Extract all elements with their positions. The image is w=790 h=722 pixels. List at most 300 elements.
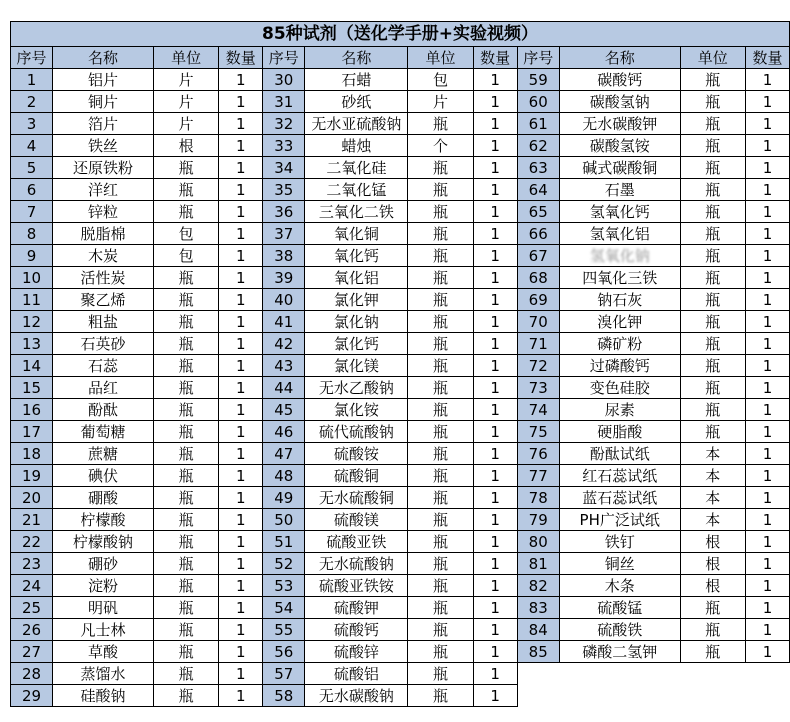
cell-qty: 1 [473, 443, 517, 465]
cell-unit: 瓶 [153, 685, 218, 707]
cell-qty: 1 [473, 377, 517, 399]
cell-no: 4 [11, 135, 53, 157]
cell-no: 13 [11, 333, 53, 355]
cell-name: 草酸 [53, 641, 154, 663]
table-row [11, 69, 790, 91]
cell-no: 19 [11, 465, 53, 487]
cell-no: 80 [517, 531, 559, 553]
cell-name: 硅酸钠 [53, 685, 154, 707]
cell-name: 硫酸亚铁铵 [305, 575, 408, 597]
cell-no: 62 [517, 135, 559, 157]
cell-unit: 包 [153, 245, 218, 267]
cell-name: 淀粉 [53, 575, 154, 597]
cell-no: 59 [517, 69, 559, 91]
table-row [11, 641, 790, 663]
cell-no: 70 [517, 311, 559, 333]
cell-qty: 1 [745, 509, 789, 531]
table-row [11, 355, 790, 377]
cell-qty: 1 [219, 91, 263, 113]
cell-no: 24 [11, 575, 53, 597]
cell-name: 红石蕊试纸 [559, 465, 680, 487]
cell-qty: 1 [745, 641, 789, 663]
cell-name: 碳酸氢钠 [559, 91, 680, 113]
table-row [11, 685, 790, 707]
cell-no: 33 [263, 135, 305, 157]
table-row [11, 223, 790, 245]
cell-name: 三氧化二铁 [305, 201, 408, 223]
cell-no: 74 [517, 399, 559, 421]
cell-name: 氢氧化钠 [559, 245, 680, 267]
cell-no: 23 [11, 553, 53, 575]
cell-qty: 1 [473, 69, 517, 91]
cell-qty: 1 [745, 399, 789, 421]
cell-name: 洋红 [53, 179, 154, 201]
cell-unit: 瓶 [408, 531, 473, 553]
cell-qty: 1 [219, 399, 263, 421]
cell-no: 66 [517, 223, 559, 245]
table-row [11, 311, 790, 333]
cell-name: 碳酸氢铵 [559, 135, 680, 157]
cell-no: 22 [11, 531, 53, 553]
empty-cell [517, 685, 789, 707]
cell-name: 硫酸锌 [305, 641, 408, 663]
cell-qty: 1 [745, 553, 789, 575]
cell-qty: 1 [219, 663, 263, 685]
table-row [11, 509, 790, 531]
cell-unit: 瓶 [153, 641, 218, 663]
cell-unit: 瓶 [408, 157, 473, 179]
cell-qty: 1 [219, 267, 263, 289]
cell-qty: 1 [219, 223, 263, 245]
cell-qty: 1 [473, 113, 517, 135]
cell-name: 氢氧化钙 [559, 201, 680, 223]
cell-qty: 1 [745, 289, 789, 311]
cell-name: 硫酸亚铁 [305, 531, 408, 553]
cell-name: 氧化钙 [305, 245, 408, 267]
cell-no: 43 [263, 355, 305, 377]
cell-qty: 1 [219, 465, 263, 487]
cell-unit: 瓶 [408, 399, 473, 421]
cell-qty: 1 [473, 553, 517, 575]
cell-name: 酚酞试纸 [559, 443, 680, 465]
cell-name: 硫酸钾 [305, 597, 408, 619]
cell-unit: 根 [680, 553, 745, 575]
cell-name: 粗盐 [53, 311, 154, 333]
cell-no: 17 [11, 421, 53, 443]
cell-qty: 1 [745, 201, 789, 223]
cell-unit: 瓶 [680, 179, 745, 201]
table-row [11, 443, 790, 465]
cell-qty: 1 [219, 289, 263, 311]
cell-qty: 1 [745, 619, 789, 641]
cell-name: 品红 [53, 377, 154, 399]
cell-no: 45 [263, 399, 305, 421]
cell-no: 75 [517, 421, 559, 443]
cell-qty: 1 [473, 135, 517, 157]
cell-qty: 1 [473, 663, 517, 685]
cell-qty: 1 [745, 113, 789, 135]
cell-unit: 瓶 [153, 443, 218, 465]
cell-unit: 瓶 [680, 69, 745, 91]
header-qty: 数量 [473, 47, 517, 69]
cell-unit: 瓶 [408, 355, 473, 377]
cell-no: 1 [11, 69, 53, 91]
cell-name: 柠檬酸 [53, 509, 154, 531]
cell-no: 64 [517, 179, 559, 201]
cell-unit: 瓶 [153, 157, 218, 179]
cell-qty: 1 [219, 377, 263, 399]
cell-qty: 1 [473, 421, 517, 443]
header-no: 序号 [517, 47, 559, 69]
cell-qty: 1 [745, 311, 789, 333]
cell-name: 明矾 [53, 597, 154, 619]
cell-qty: 1 [219, 641, 263, 663]
cell-qty: 1 [745, 355, 789, 377]
cell-name: 酚酞 [53, 399, 154, 421]
cell-qty: 1 [473, 641, 517, 663]
cell-name: 铜片 [53, 91, 154, 113]
cell-no: 58 [263, 685, 305, 707]
cell-qty: 1 [219, 157, 263, 179]
cell-qty: 1 [473, 531, 517, 553]
cell-no: 14 [11, 355, 53, 377]
cell-qty: 1 [473, 333, 517, 355]
cell-qty: 1 [219, 179, 263, 201]
cell-no: 83 [517, 597, 559, 619]
cell-name: 碳酸钙 [559, 69, 680, 91]
cell-qty: 1 [219, 487, 263, 509]
table-row [11, 157, 790, 179]
cell-no: 81 [517, 553, 559, 575]
cell-qty: 1 [745, 245, 789, 267]
cell-qty: 1 [219, 575, 263, 597]
cell-unit: 瓶 [680, 421, 745, 443]
cell-name: 氯化钠 [305, 311, 408, 333]
cell-qty: 1 [745, 267, 789, 289]
cell-name: 硫酸锰 [559, 597, 680, 619]
cell-name: 蓝石蕊试纸 [559, 487, 680, 509]
cell-name: 无水硫酸铜 [305, 487, 408, 509]
cell-no: 54 [263, 597, 305, 619]
cell-qty: 1 [473, 399, 517, 421]
cell-qty: 1 [473, 157, 517, 179]
cell-unit: 瓶 [153, 509, 218, 531]
cell-no: 38 [263, 245, 305, 267]
cell-unit: 瓶 [408, 487, 473, 509]
cell-name: 无水乙酸钠 [305, 377, 408, 399]
cell-no: 76 [517, 443, 559, 465]
cell-unit: 瓶 [153, 597, 218, 619]
cell-name: 二氧化硅 [305, 157, 408, 179]
cell-unit: 瓶 [153, 553, 218, 575]
cell-unit: 瓶 [408, 311, 473, 333]
cell-no: 30 [263, 69, 305, 91]
cell-unit: 瓶 [153, 663, 218, 685]
cell-qty: 1 [745, 421, 789, 443]
cell-unit: 瓶 [408, 245, 473, 267]
table-row [11, 377, 790, 399]
cell-qty: 1 [473, 465, 517, 487]
header-no: 序号 [11, 47, 53, 69]
cell-name: 氢氧化铝 [559, 223, 680, 245]
cell-no: 77 [517, 465, 559, 487]
table-row [11, 91, 790, 113]
cell-unit: 瓶 [153, 531, 218, 553]
cell-unit: 本 [680, 509, 745, 531]
cell-name: 无水碳酸钠 [305, 685, 408, 707]
cell-no: 20 [11, 487, 53, 509]
cell-qty: 1 [745, 179, 789, 201]
cell-name: 柠檬酸钠 [53, 531, 154, 553]
cell-no: 68 [517, 267, 559, 289]
cell-unit: 瓶 [153, 179, 218, 201]
cell-unit: 瓶 [408, 267, 473, 289]
cell-unit: 根 [680, 575, 745, 597]
cell-name: 硫酸铝 [305, 663, 408, 685]
cell-name: 蔗糖 [53, 443, 154, 465]
cell-no: 47 [263, 443, 305, 465]
cell-qty: 1 [473, 685, 517, 707]
cell-name: 铜丝 [559, 553, 680, 575]
cell-name: 石墨 [559, 179, 680, 201]
cell-name: 氯化钙 [305, 333, 408, 355]
cell-unit: 瓶 [680, 641, 745, 663]
cell-no: 82 [517, 575, 559, 597]
cell-name: 过磷酸钙 [559, 355, 680, 377]
table-row [11, 135, 790, 157]
cell-name: 磷矿粉 [559, 333, 680, 355]
cell-no: 12 [11, 311, 53, 333]
cell-unit: 瓶 [680, 91, 745, 113]
empty-cell [517, 663, 789, 685]
cell-qty: 1 [219, 597, 263, 619]
cell-no: 69 [517, 289, 559, 311]
cell-name: 硫酸铜 [305, 465, 408, 487]
cell-name: PH广泛试纸 [559, 509, 680, 531]
cell-qty: 1 [219, 553, 263, 575]
cell-no: 84 [517, 619, 559, 641]
cell-name: 变色硅胶 [559, 377, 680, 399]
cell-qty: 1 [473, 619, 517, 641]
cell-qty: 1 [745, 135, 789, 157]
cell-no: 67 [517, 245, 559, 267]
table-row [11, 113, 790, 135]
cell-unit: 瓶 [680, 223, 745, 245]
header-no: 序号 [263, 47, 305, 69]
cell-unit: 瓶 [153, 355, 218, 377]
cell-name: 铝片 [53, 69, 154, 91]
cell-no: 31 [263, 91, 305, 113]
cell-unit: 瓶 [680, 245, 745, 267]
cell-qty: 1 [219, 421, 263, 443]
cell-unit: 瓶 [408, 685, 473, 707]
cell-unit: 瓶 [680, 289, 745, 311]
cell-unit: 根 [680, 531, 745, 553]
table-row [11, 619, 790, 641]
cell-no: 48 [263, 465, 305, 487]
cell-qty: 1 [219, 113, 263, 135]
cell-unit: 瓶 [153, 465, 218, 487]
cell-no: 78 [517, 487, 559, 509]
cell-no: 55 [263, 619, 305, 641]
reagent-table [10, 21, 790, 707]
reagent-list-sheet [10, 21, 790, 707]
table-row [11, 267, 790, 289]
cell-qty: 1 [219, 135, 263, 157]
table-title: 85种试剂（送化学手册+实验视频） [11, 22, 790, 47]
header-unit: 单位 [680, 47, 745, 69]
cell-unit: 瓶 [680, 113, 745, 135]
cell-no: 26 [11, 619, 53, 641]
cell-unit: 瓶 [153, 311, 218, 333]
cell-qty: 1 [473, 179, 517, 201]
cell-unit: 瓶 [153, 619, 218, 641]
cell-unit: 瓶 [408, 201, 473, 223]
cell-unit: 瓶 [680, 135, 745, 157]
cell-qty: 1 [745, 487, 789, 509]
cell-unit: 瓶 [408, 179, 473, 201]
cell-unit: 本 [680, 487, 745, 509]
cell-name: 氯化钾 [305, 289, 408, 311]
cell-qty: 1 [745, 157, 789, 179]
cell-no: 63 [517, 157, 559, 179]
header-name: 名称 [53, 47, 154, 69]
cell-unit: 瓶 [153, 487, 218, 509]
cell-no: 52 [263, 553, 305, 575]
cell-no: 21 [11, 509, 53, 531]
cell-qty: 1 [745, 465, 789, 487]
cell-unit: 瓶 [408, 641, 473, 663]
cell-no: 2 [11, 91, 53, 113]
cell-name: 氧化铜 [305, 223, 408, 245]
cell-unit: 瓶 [680, 201, 745, 223]
cell-no: 6 [11, 179, 53, 201]
table-row [11, 487, 790, 509]
header-name: 名称 [559, 47, 680, 69]
cell-name: 锌粒 [53, 201, 154, 223]
cell-no: 25 [11, 597, 53, 619]
cell-no: 15 [11, 377, 53, 399]
cell-qty: 1 [219, 509, 263, 531]
cell-no: 41 [263, 311, 305, 333]
cell-no: 11 [11, 289, 53, 311]
cell-unit: 瓶 [680, 333, 745, 355]
cell-name: 磷酸二氢钾 [559, 641, 680, 663]
cell-name: 石蕊 [53, 355, 154, 377]
cell-unit: 瓶 [680, 619, 745, 641]
cell-no: 36 [263, 201, 305, 223]
cell-name: 硫酸铵 [305, 443, 408, 465]
cell-unit: 瓶 [153, 289, 218, 311]
cell-name: 蒸馏水 [53, 663, 154, 685]
cell-qty: 1 [219, 311, 263, 333]
cell-qty: 1 [473, 245, 517, 267]
cell-no: 10 [11, 267, 53, 289]
cell-no: 56 [263, 641, 305, 663]
cell-unit: 瓶 [408, 619, 473, 641]
cell-no: 29 [11, 685, 53, 707]
cell-no: 49 [263, 487, 305, 509]
cell-no: 3 [11, 113, 53, 135]
cell-no: 79 [517, 509, 559, 531]
cell-qty: 1 [745, 531, 789, 553]
cell-no: 72 [517, 355, 559, 377]
cell-qty: 1 [745, 223, 789, 245]
table-row [11, 575, 790, 597]
cell-unit: 本 [680, 465, 745, 487]
cell-name: 无水碳酸钾 [559, 113, 680, 135]
cell-name: 木炭 [53, 245, 154, 267]
header-qty: 数量 [745, 47, 789, 69]
cell-unit: 片 [153, 91, 218, 113]
cell-name: 尿素 [559, 399, 680, 421]
cell-qty: 1 [219, 531, 263, 553]
cell-no: 35 [263, 179, 305, 201]
cell-qty: 1 [745, 69, 789, 91]
cell-no: 16 [11, 399, 53, 421]
cell-no: 85 [517, 641, 559, 663]
cell-name: 四氧化三铁 [559, 267, 680, 289]
table-body [11, 69, 790, 707]
cell-unit: 瓶 [153, 267, 218, 289]
cell-unit: 瓶 [408, 289, 473, 311]
cell-unit: 瓶 [408, 443, 473, 465]
cell-name: 钠石灰 [559, 289, 680, 311]
cell-name: 葡萄糖 [53, 421, 154, 443]
cell-no: 27 [11, 641, 53, 663]
cell-unit: 根 [153, 135, 218, 157]
cell-qty: 1 [745, 333, 789, 355]
cell-name: 硼酸 [53, 487, 154, 509]
cell-name: 氧化铝 [305, 267, 408, 289]
cell-name: 无水亚硫酸钠 [305, 113, 408, 135]
cell-qty: 1 [745, 443, 789, 465]
cell-unit: 瓶 [680, 377, 745, 399]
cell-qty: 1 [473, 575, 517, 597]
cell-unit: 片 [153, 113, 218, 135]
table-row [11, 597, 790, 619]
cell-qty: 1 [219, 443, 263, 465]
cell-qty: 1 [473, 311, 517, 333]
cell-qty: 1 [473, 487, 517, 509]
cell-qty: 1 [745, 575, 789, 597]
cell-qty: 1 [473, 201, 517, 223]
cell-no: 9 [11, 245, 53, 267]
cell-unit: 瓶 [408, 113, 473, 135]
cell-name: 凡士林 [53, 619, 154, 641]
cell-no: 65 [517, 201, 559, 223]
cell-unit: 瓶 [408, 553, 473, 575]
cell-unit: 包 [153, 223, 218, 245]
header-unit: 单位 [153, 47, 218, 69]
cell-qty: 1 [473, 267, 517, 289]
cell-name: 氯化镁 [305, 355, 408, 377]
header-qty: 数量 [219, 47, 263, 69]
cell-unit: 片 [153, 69, 218, 91]
cell-name: 木条 [559, 575, 680, 597]
cell-qty: 1 [473, 355, 517, 377]
cell-unit: 本 [680, 443, 745, 465]
cell-unit: 瓶 [680, 311, 745, 333]
table-row [11, 289, 790, 311]
table-row [11, 531, 790, 553]
cell-no: 73 [517, 377, 559, 399]
cell-qty: 1 [219, 201, 263, 223]
cell-no: 46 [263, 421, 305, 443]
cell-qty: 1 [473, 223, 517, 245]
cell-unit: 瓶 [153, 399, 218, 421]
table-row [11, 663, 790, 685]
